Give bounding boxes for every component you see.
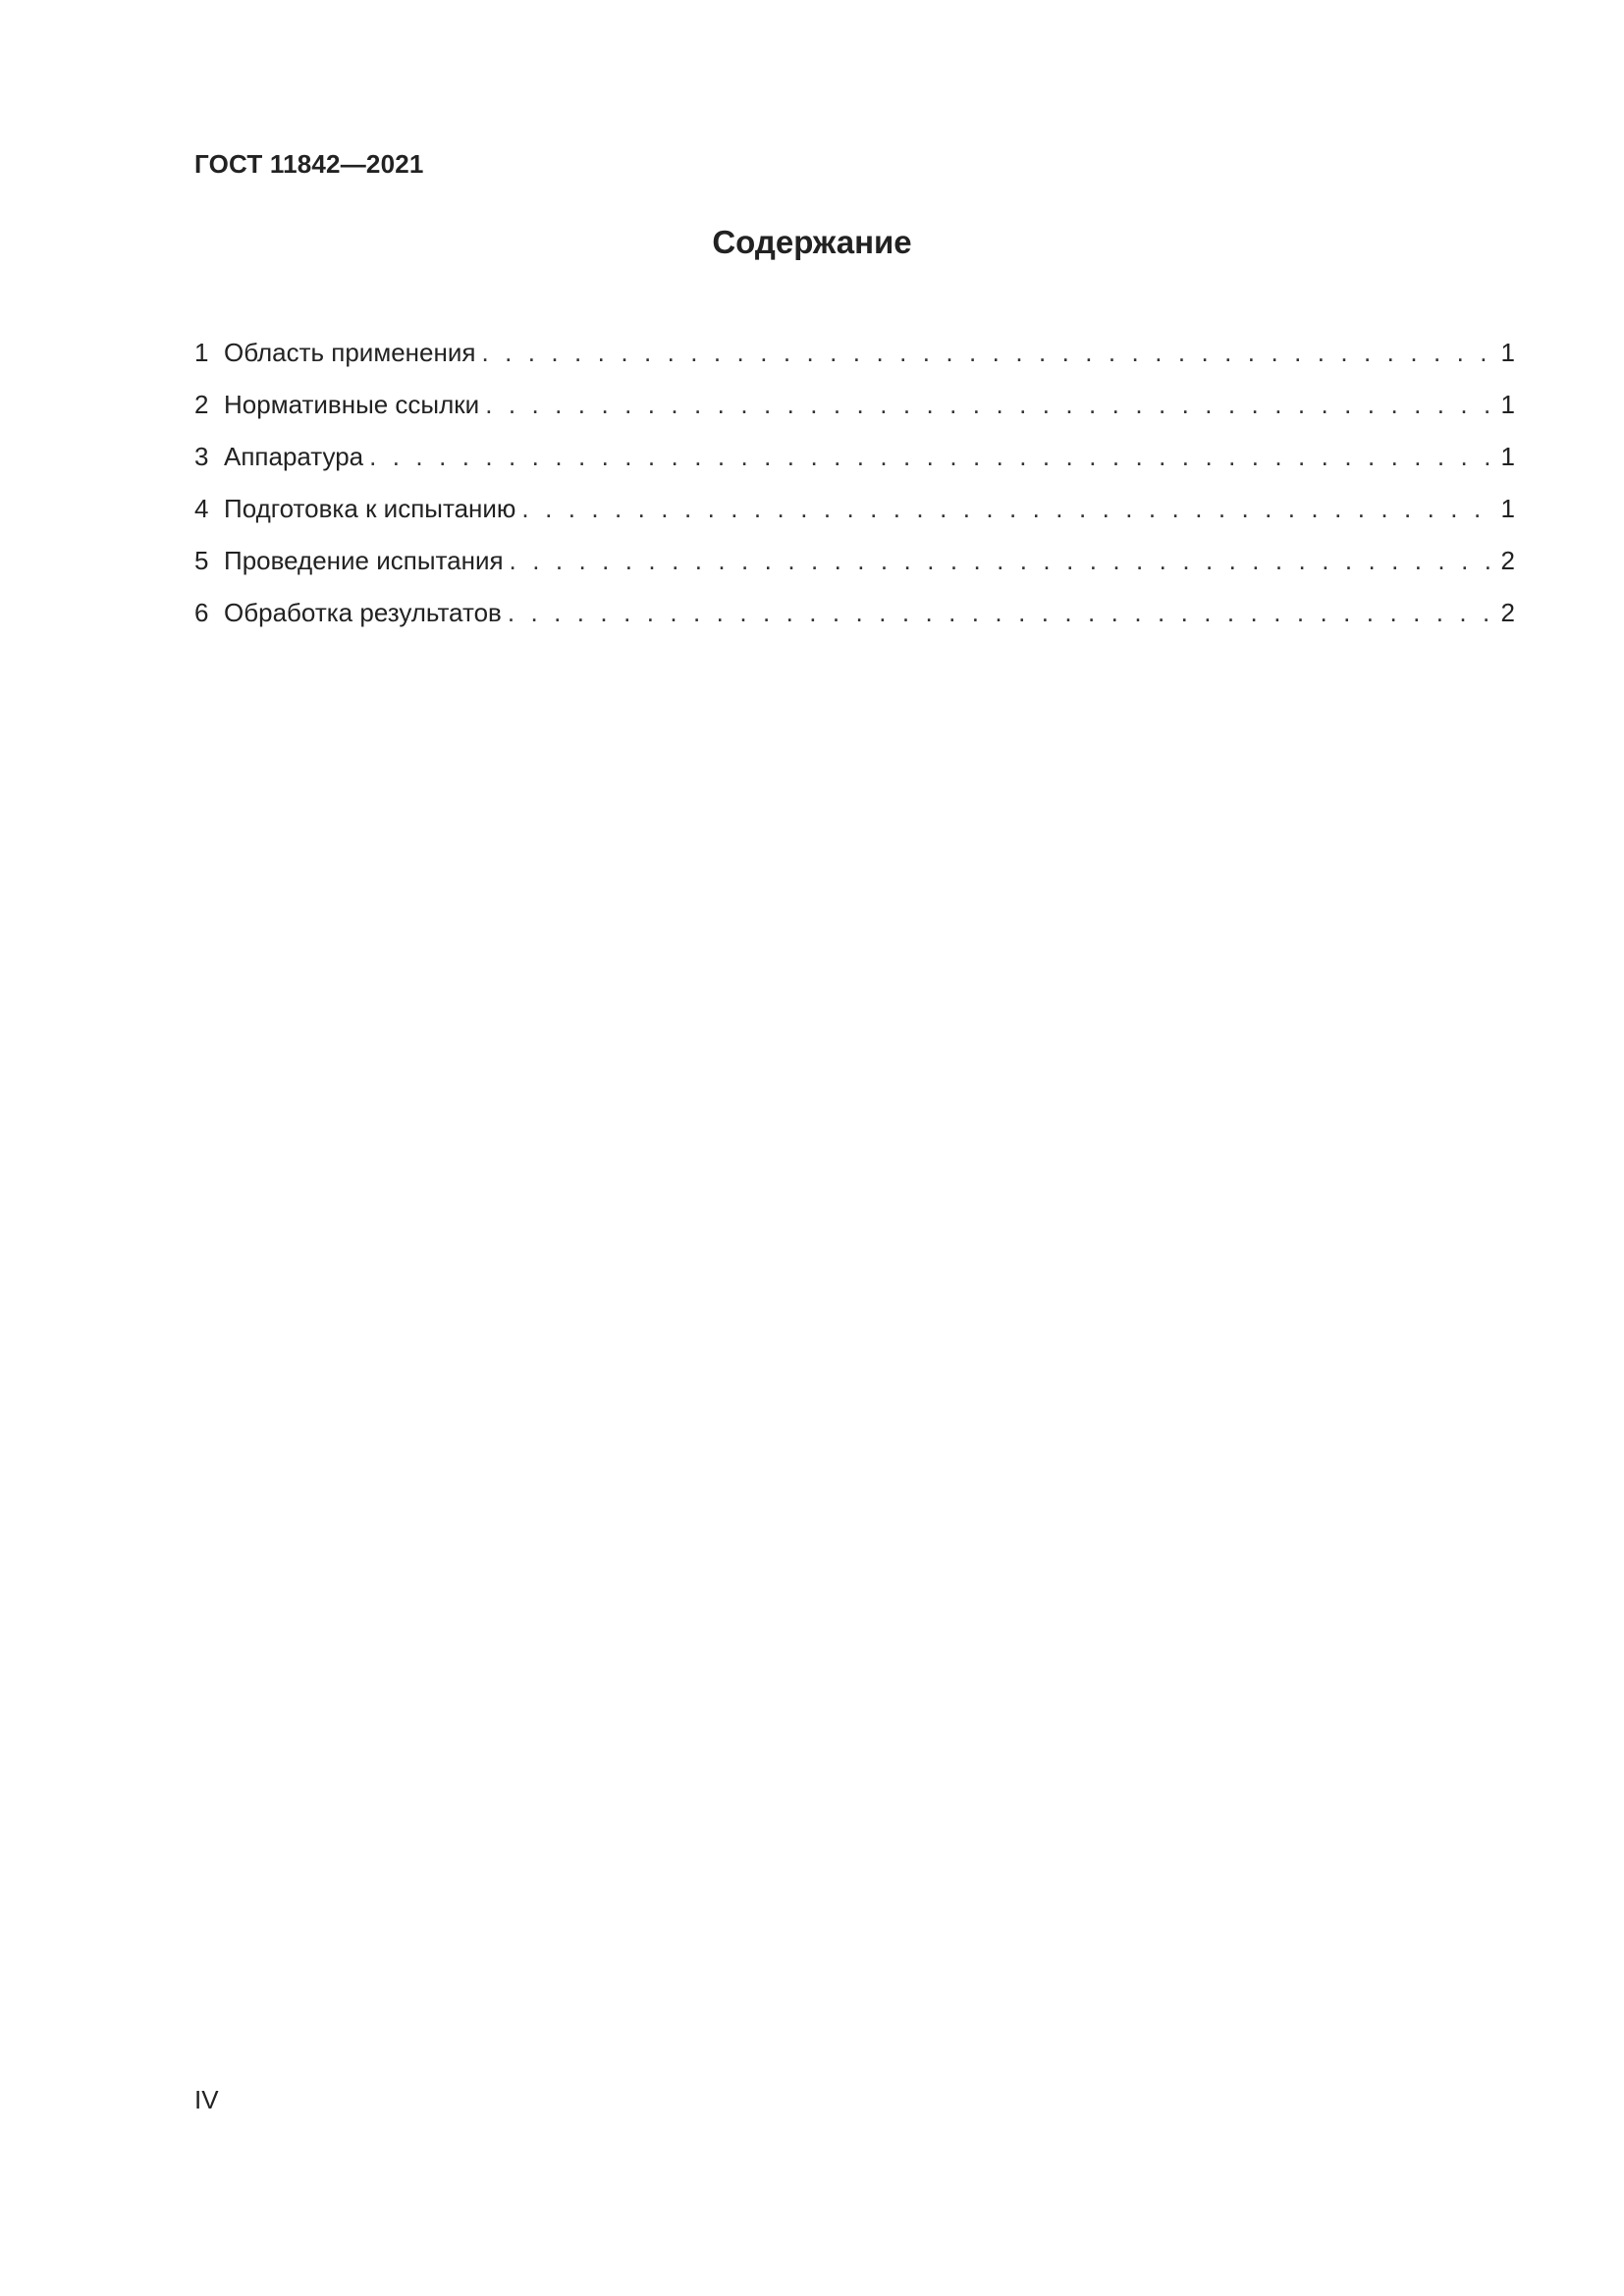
toc-item-page: 1 xyxy=(1500,390,1515,419)
page-number: IV xyxy=(194,2085,219,2114)
toc-item-label: Нормативные ссылки xyxy=(224,390,480,419)
toc-item-number: 4 xyxy=(194,494,209,523)
toc-item-page: 1 xyxy=(1500,338,1515,367)
toc-item-label: Область применения xyxy=(224,338,476,367)
toc-item-apparatus[interactable] xyxy=(194,442,1515,494)
toc-item-normative-references[interactable] xyxy=(194,390,1515,442)
toc-item-page: 2 xyxy=(1500,598,1515,627)
toc-dot-leader xyxy=(369,442,1498,472)
toc-item-scope[interactable] xyxy=(194,338,1515,390)
toc-item-label: Аппаратура xyxy=(224,442,364,471)
table-of-contents xyxy=(194,338,1515,650)
toc-dot-leader xyxy=(481,338,1498,368)
toc-item-results-processing[interactable] xyxy=(194,598,1515,650)
toc-item-label: Проведение испытания xyxy=(224,546,504,575)
toc-item-number: 5 xyxy=(194,546,209,575)
toc-item-page: 1 xyxy=(1500,494,1515,523)
toc-item-test-preparation[interactable] xyxy=(194,494,1515,546)
toc-item-page: 2 xyxy=(1500,546,1515,575)
toc-item-label: Подготовка к испытанию xyxy=(224,494,516,523)
toc-item-number: 6 xyxy=(194,598,209,627)
toc-item-test-procedure[interactable] xyxy=(194,546,1515,598)
toc-dot-leader xyxy=(508,598,1499,628)
document-code-header: ГОСТ 11842—2021 xyxy=(194,149,424,179)
toc-item-label: Обработка результатов xyxy=(224,598,502,627)
toc-dot-leader xyxy=(485,390,1498,420)
toc-item-number: 2 xyxy=(194,390,209,419)
toc-dot-leader xyxy=(521,494,1498,524)
toc-title: Содержание xyxy=(712,224,912,260)
toc-item-number: 1 xyxy=(194,338,209,367)
toc-item-page: 1 xyxy=(1500,442,1515,471)
toc-item-number: 3 xyxy=(194,442,209,471)
toc-dot-leader xyxy=(510,546,1499,576)
